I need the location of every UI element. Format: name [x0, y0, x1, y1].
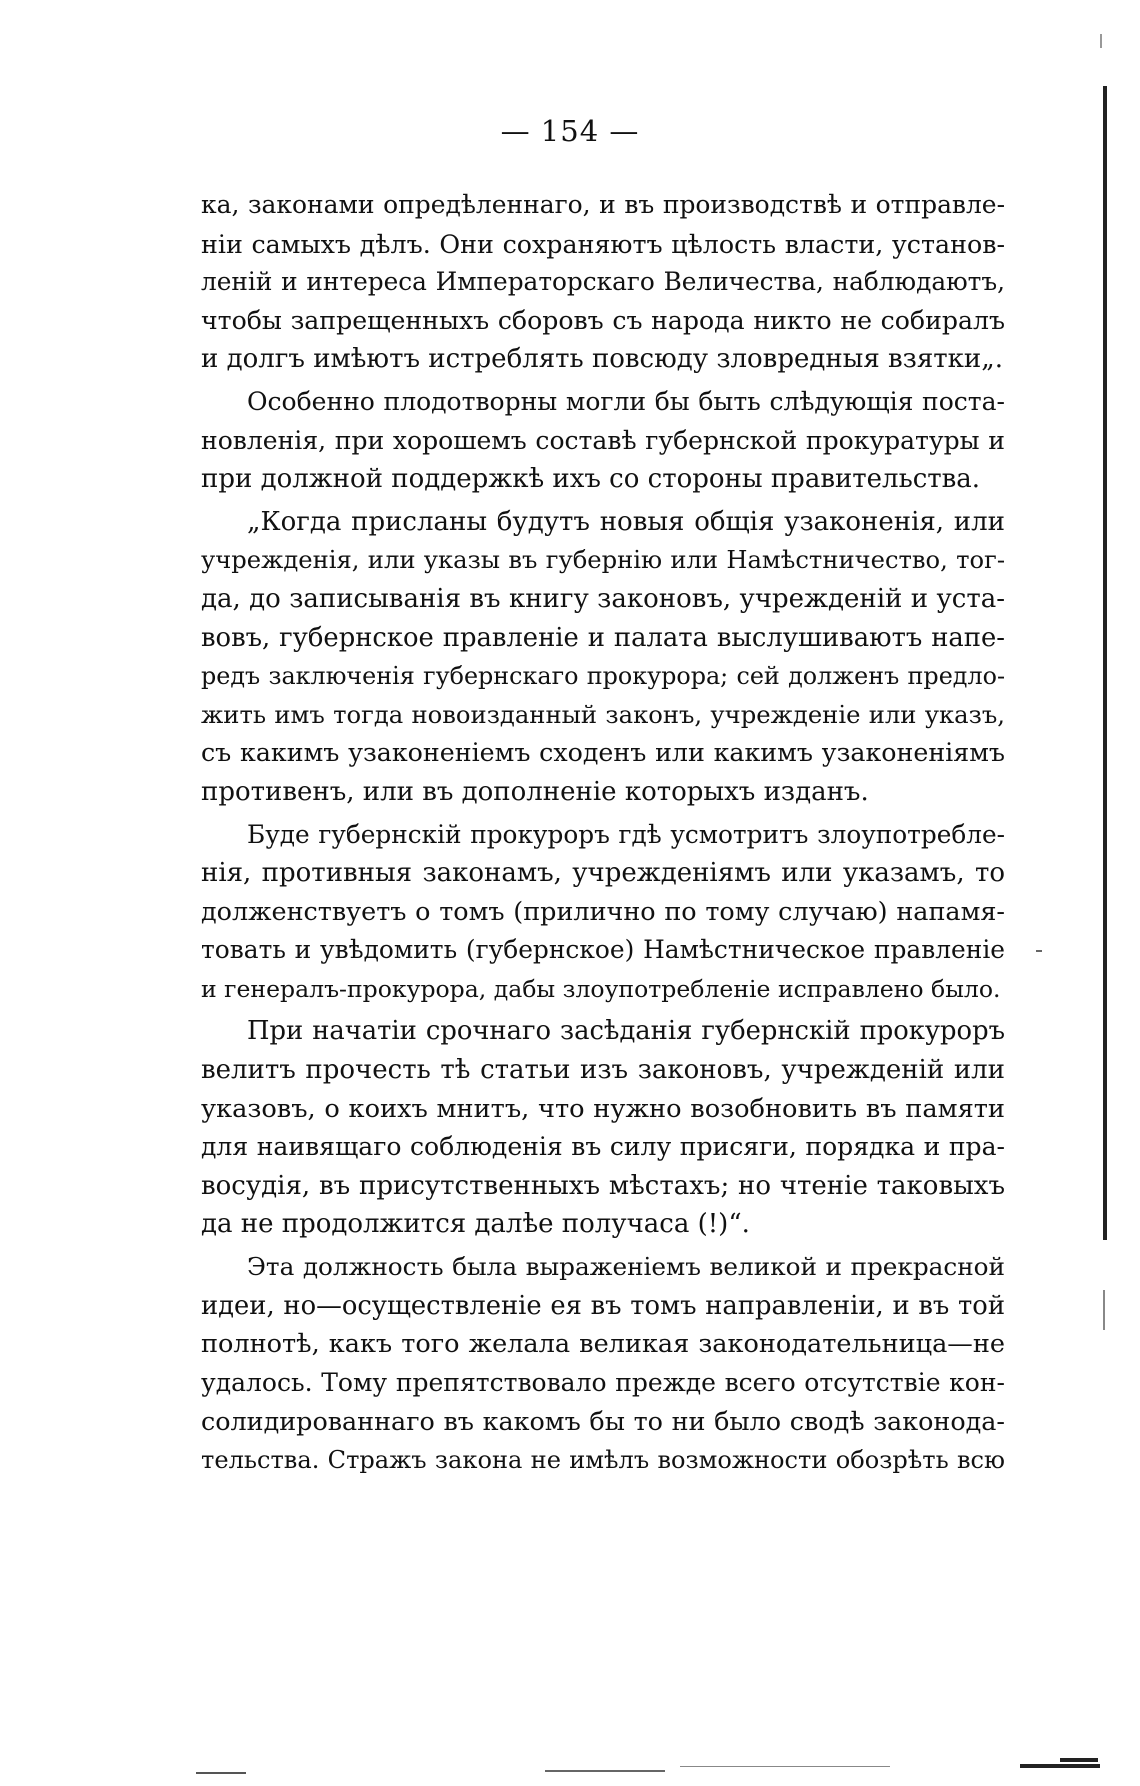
text-line: долженствуетъ о томъ (прилично по тому случаю) напамя-: [201, 896, 1005, 927]
text-line: противенъ, или въ дополненіе которыхъ изданъ.: [201, 776, 869, 807]
scan-edge-mark: [1036, 950, 1042, 952]
text-line: чтобы запрещенныхъ сборовъ съ народа никто не собиралъ: [201, 305, 1005, 335]
text-line: редъ заключенія губернскаго прокурора; сей долженъ предло-: [201, 662, 1005, 691]
paragraph-3: [201, 503, 1005, 812]
text-line: жить имъ тогда новоизданный законъ, учрежденіе или указъ,: [201, 699, 1005, 729]
text-line: вовъ, губернское правленіе и палата выслушиваютъ напе-: [201, 622, 1005, 653]
text-line: солидированнаго въ какомъ бы то ни было сводѣ законода-: [201, 1406, 1005, 1437]
scan-bottom-smudge: [545, 1770, 665, 1772]
text-line: товать и увѣдомить (губернское) Намѣстническое правленіе: [201, 935, 1005, 965]
text-line: идеи, но—осуществленіе ея въ томъ направленіи, и въ той: [201, 1290, 1005, 1321]
text-line: да, до записыванія въ книгу законовъ, учрежденій и уста-: [201, 583, 1005, 614]
text-line: Особенно плодотворны могли бы быть слѣдующія поста-: [247, 386, 1005, 416]
text-line: Эта должность была выраженіемъ великой и прекрасной: [247, 1252, 1005, 1282]
text-line: при должной поддержкѣ ихъ со стороны правительства.: [201, 464, 981, 495]
paragraph-1: [201, 186, 1005, 379]
text-line: удалось. Тому препятствовало прежде всего отсутствіе кон-: [201, 1367, 1005, 1397]
scan-edge-line: [1103, 86, 1107, 1240]
scan-edge-mark: [1103, 1290, 1105, 1330]
body-text: [201, 186, 1005, 1480]
text-line: съ какимъ узаконеніемъ сходенъ или какимъ узаконеніямъ: [201, 738, 1005, 768]
text-line: леній и интереса Императорскаго Величества, наблюдаютъ,: [201, 267, 1005, 297]
text-line: восудія, въ присутственныхъ мѣстахъ; но чтеніе таковыхъ: [201, 1170, 1005, 1201]
text-line: учрежденія, или указы въ губернію или Намѣстничество, тог-: [201, 546, 1005, 575]
text-line: нія, противныя законамъ, учрежденіямъ или указамъ, то: [201, 858, 1005, 889]
paragraph-6: [201, 1248, 1005, 1480]
text-line: Буде губернскій прокуроръ гдѣ усмотритъ злоупотребле-: [247, 819, 1005, 849]
text-line: да не продолжится далѣе получаса (!)“.: [201, 1209, 750, 1240]
scan-bottom-smudge: [1020, 1764, 1100, 1768]
text-line: для наивящаго соблюденія въ силу присяги, порядка и пра-: [201, 1132, 1005, 1162]
text-line: ка, законами опредѣленнаго, и въ производствѣ и отправле-: [201, 190, 1005, 219]
scan-bottom-smudge: [680, 1766, 890, 1767]
text-line: „Когда присланы будутъ новыя общія узаконенія, или: [247, 506, 1005, 537]
text-line: При начатіи срочнаго засѣданія губернскій прокуроръ: [247, 1016, 1005, 1047]
text-line: новленія, при хорошемъ составѣ губернской прокуратуры и: [201, 425, 1005, 455]
text-line: и генералъ-прокурора, дабы злоупотребленіе исправлено было.: [201, 974, 1001, 1003]
scan-bottom-smudge: [196, 1772, 246, 1774]
text-line: ніи самыхъ дѣлъ. Они сохраняютъ цѣлость власти, установ-: [201, 228, 1005, 259]
page-number: — 154 —: [500, 114, 640, 148]
text-line: тельства. Стражъ закона не имѣлъ возможности обозрѣть всю: [201, 1446, 1005, 1474]
scan-bottom-smudge: [1060, 1758, 1098, 1762]
text-line: велитъ прочесть тѣ статьи изъ законовъ, учрежденій или: [201, 1055, 1005, 1086]
text-line: полнотѣ, какъ того желала великая законодательница—не: [201, 1329, 1005, 1360]
text-line: указовъ, о коихъ мнитъ, что нужно возобновить въ памяти: [201, 1093, 1005, 1124]
paragraph-4: [201, 816, 1005, 1009]
paragraph-2: [201, 383, 1005, 499]
paragraph-5: [201, 1012, 1005, 1244]
scan-edge-mark: [1100, 34, 1102, 48]
text-line: и долгъ имѣютъ истреблять повсюду зловредныя взятки„.: [201, 344, 1003, 375]
